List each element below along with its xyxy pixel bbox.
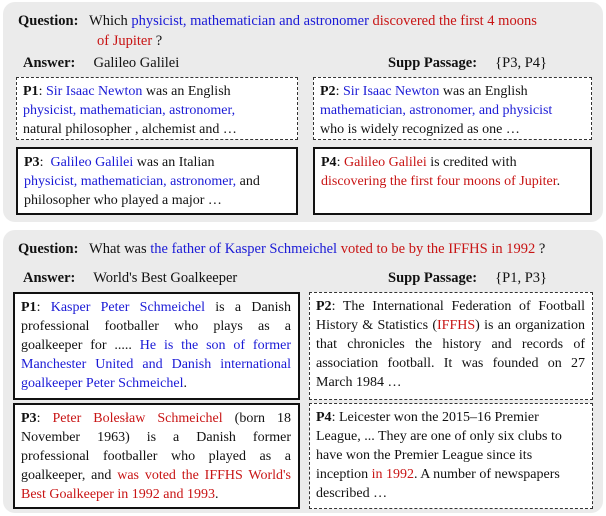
passage-text: is credited with	[426, 155, 517, 170]
question-highlight-red: voted to be by the IFFHS in 1992	[340, 241, 536, 257]
answer-line	[23, 269, 237, 287]
answer-line	[23, 54, 179, 72]
passage-text-2: who is widely recognized as one …	[320, 122, 520, 137]
passage-entity: Peter Bolesław Schmeichel	[52, 411, 223, 426]
supp-label: Supp Passage:	[388, 270, 478, 286]
passage-text: is a Danish professional footballer who plays as a goalkeeper for .....	[21, 300, 291, 353]
passage-text-2: .	[556, 174, 561, 189]
passage-card-p4	[309, 403, 593, 509]
question-line	[18, 12, 537, 30]
passage-colon: :	[331, 410, 336, 425]
question-end: ?	[152, 33, 163, 49]
passage-card-p4	[313, 147, 592, 215]
passage-card-p1	[16, 77, 298, 140]
supp-line	[388, 269, 547, 287]
passage-highlight: in 1992	[371, 467, 414, 482]
passage-id: P3	[21, 411, 37, 426]
answer-label: Answer:	[23, 55, 76, 71]
passage-text-2: ) is an organization that chronicles the history and records of association football. It was founded on 27 March 1984 …	[316, 318, 585, 390]
passage-entity: Galileo Galilei	[50, 155, 134, 170]
question-highlight-blue: physicist, mathematician and astronomer	[131, 13, 369, 29]
passage-card-p3	[13, 403, 300, 509]
passage-colon: :	[336, 155, 341, 170]
question-prefix: What was	[89, 241, 147, 257]
supp-line	[388, 54, 547, 72]
passage-entity: Sir Isaac Newton	[45, 84, 143, 99]
passage-colon: :	[335, 84, 340, 99]
example-panel-1	[3, 2, 603, 222]
supp-label: Supp Passage:	[388, 55, 478, 71]
passage-card-p2	[313, 77, 592, 140]
passage-text: (born 18 November 1963) is a Danish former professional footballer who played as a goalkeeper, and	[21, 411, 292, 483]
supp-value: {P3, P4}	[495, 55, 547, 71]
question-line-2	[97, 32, 162, 50]
passage-highlight: physicist, mathematician, astronomer,	[24, 174, 237, 189]
passage-text: The International Federation of Football History & Statistics (	[316, 299, 585, 333]
question-end: ?	[535, 241, 546, 257]
passage-text: was an English	[439, 84, 528, 99]
passage-text-2: and	[236, 174, 260, 189]
question-label: Question:	[18, 241, 79, 257]
passage-text: was an English	[142, 84, 231, 99]
passage-entity: Galileo Galilei	[343, 155, 427, 170]
passage-colon: :	[36, 411, 41, 426]
question-line	[18, 240, 545, 258]
example-panel-2	[3, 230, 603, 513]
passage-text: Leicester won the 2015–16 Premier League, ... They are one of only six clubs to have won the Premier League since its inception	[316, 410, 562, 482]
passage-text-3: philosopher who played a major …	[24, 193, 222, 208]
passage-colon: :	[36, 300, 41, 315]
passage-colon: :	[38, 84, 43, 99]
passage-highlight: discovering the first four moons of Jupiter	[321, 174, 557, 189]
passage-text-2: .	[215, 487, 219, 502]
question-highlight-blue: the father of Kasper Schmeichel	[150, 241, 338, 257]
question-highlight-red: discovered the first 4 moons	[372, 13, 537, 29]
passage-highlight: IFFHS	[437, 318, 476, 333]
passage-text-2: . A number of newspapers described …	[316, 467, 560, 501]
passage-highlight: He is the son of former Manchester United and Danish international goalkeeper Peter Schmeichel	[21, 338, 291, 391]
passage-colon: :	[331, 299, 336, 314]
question-label: Question:	[18, 13, 79, 29]
passage-id: P2	[316, 299, 332, 314]
passage-text-2: .	[183, 376, 187, 391]
question-prefix: Which	[89, 13, 128, 29]
passage-text: was an Italian	[133, 155, 215, 170]
passage-highlight: was voted the IFFHS World's Best Goalkeeper in 1992 and 1993	[21, 468, 291, 502]
passage-text-2: natural philosopher , alchemist and …	[23, 122, 237, 137]
passage-entity: Kasper Peter Schmeichel	[50, 300, 205, 315]
passage-id: P3	[24, 155, 40, 170]
passage-card-p3	[16, 147, 298, 215]
passage-card-p2	[309, 292, 593, 400]
passage-colon: :	[39, 155, 44, 170]
passage-entity: Sir Isaac Newton	[342, 84, 440, 99]
supp-value: {P1, P3}	[495, 270, 547, 286]
answer-value: Galileo Galilei	[93, 55, 180, 71]
passage-id: P4	[316, 410, 332, 425]
answer-value: World's Best Goalkeeper	[93, 270, 238, 286]
question-highlight-red-2: of Jupiter	[97, 33, 153, 49]
answer-label: Answer:	[23, 270, 76, 286]
passage-card-p1	[13, 292, 300, 400]
passage-id: P4	[321, 155, 337, 170]
passage-highlight: mathematician, astronomer, and physicist	[320, 103, 553, 118]
passage-id: P1	[21, 300, 37, 315]
passage-id: P2	[320, 84, 336, 99]
passage-highlight: physicist, mathematician, astronomer,	[23, 103, 236, 118]
passage-id: P1	[23, 84, 39, 99]
